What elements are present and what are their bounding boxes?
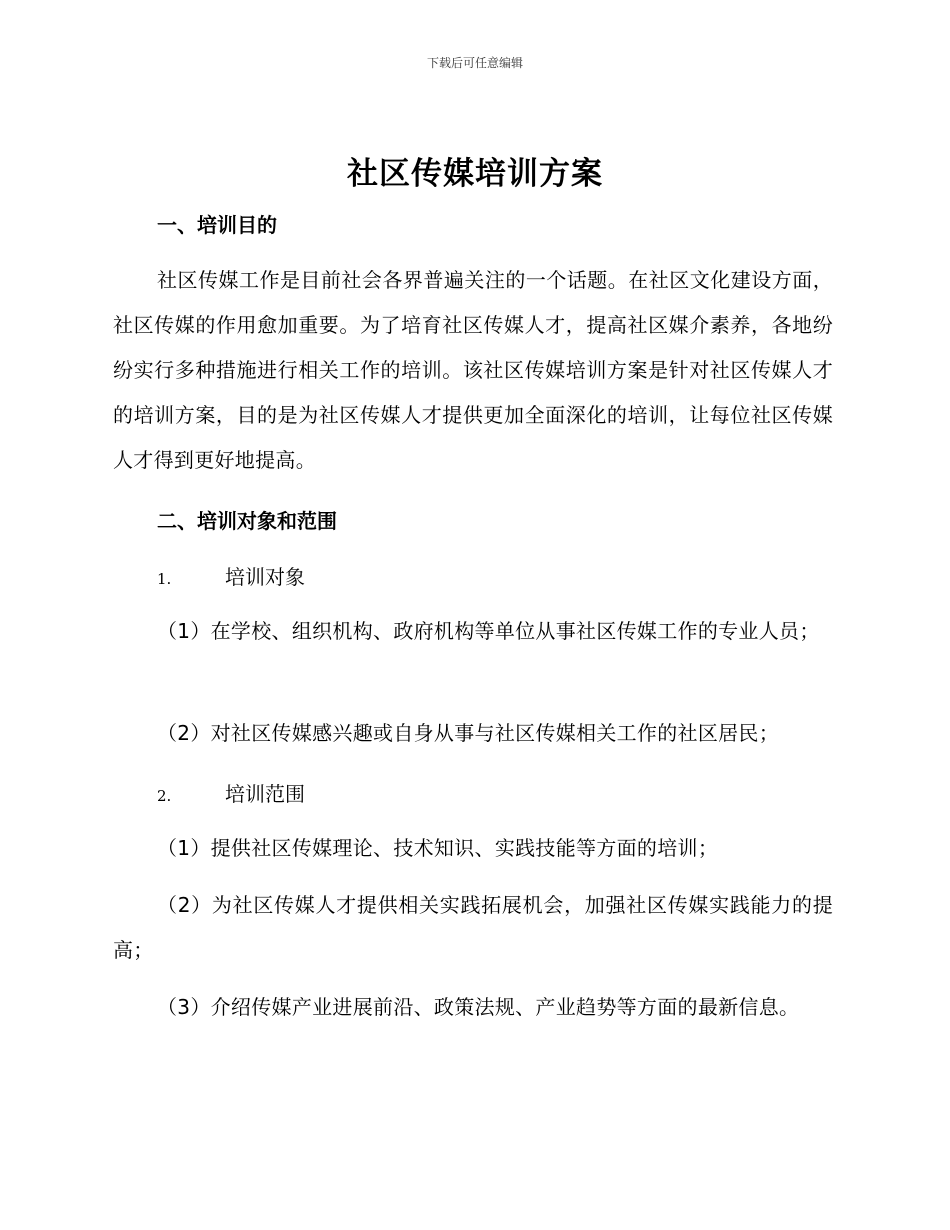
audience-item-1: （1）在学校、组织机构、政府机构等单位从事社区传媒工作的专业人员；: [157, 619, 820, 643]
section-heading-audience-scope: 二、培训对象和范围: [157, 509, 337, 533]
item-label: 培训范围: [225, 782, 305, 806]
header-note: 下载后可任意编辑: [426, 56, 523, 70]
scope-item-3: （3）介绍传媒产业进展前沿、政策法规、产业趋势等方面的最新信息。: [157, 995, 800, 1019]
item-number: 2.: [157, 787, 172, 805]
audience-item-2: （2）对社区传媒感兴趣或自身从事与社区传媒相关工作的社区居民；: [157, 721, 780, 745]
numbered-item-scope: [157, 778, 305, 807]
item-label: 培训对象: [225, 565, 305, 589]
numbered-item-audience: [157, 561, 305, 590]
document-title: 社区传媒培训方案: [347, 156, 603, 192]
scope-item-2: （2）为社区传媒人才提供相关实践拓展机会，加强社区传媒实践能力的提高；: [113, 893, 833, 962]
scope-item-1: （1）提供社区传媒理论、技术知识、实践技能等方面的培训；: [157, 836, 719, 860]
item-number: 1.: [157, 570, 172, 588]
purpose-paragraph: 社区传媒工作是目前社会各界普遍关注的一个话题。在社区文化建设方面，社区传媒的作用愈加重要。为了培育社区传媒人才，提高社区媒介素养，各地纷纷实行多种措施进行相关工作的培训。该社区传媒培训方案是针对社区传媒人才的培训方案，目的是为社区传媒人才提供更加全面深化的培训，让每位社区传媒人才得到更好地提高。: [113, 268, 833, 472]
section-heading-purpose: 一、培训目的: [157, 213, 277, 237]
